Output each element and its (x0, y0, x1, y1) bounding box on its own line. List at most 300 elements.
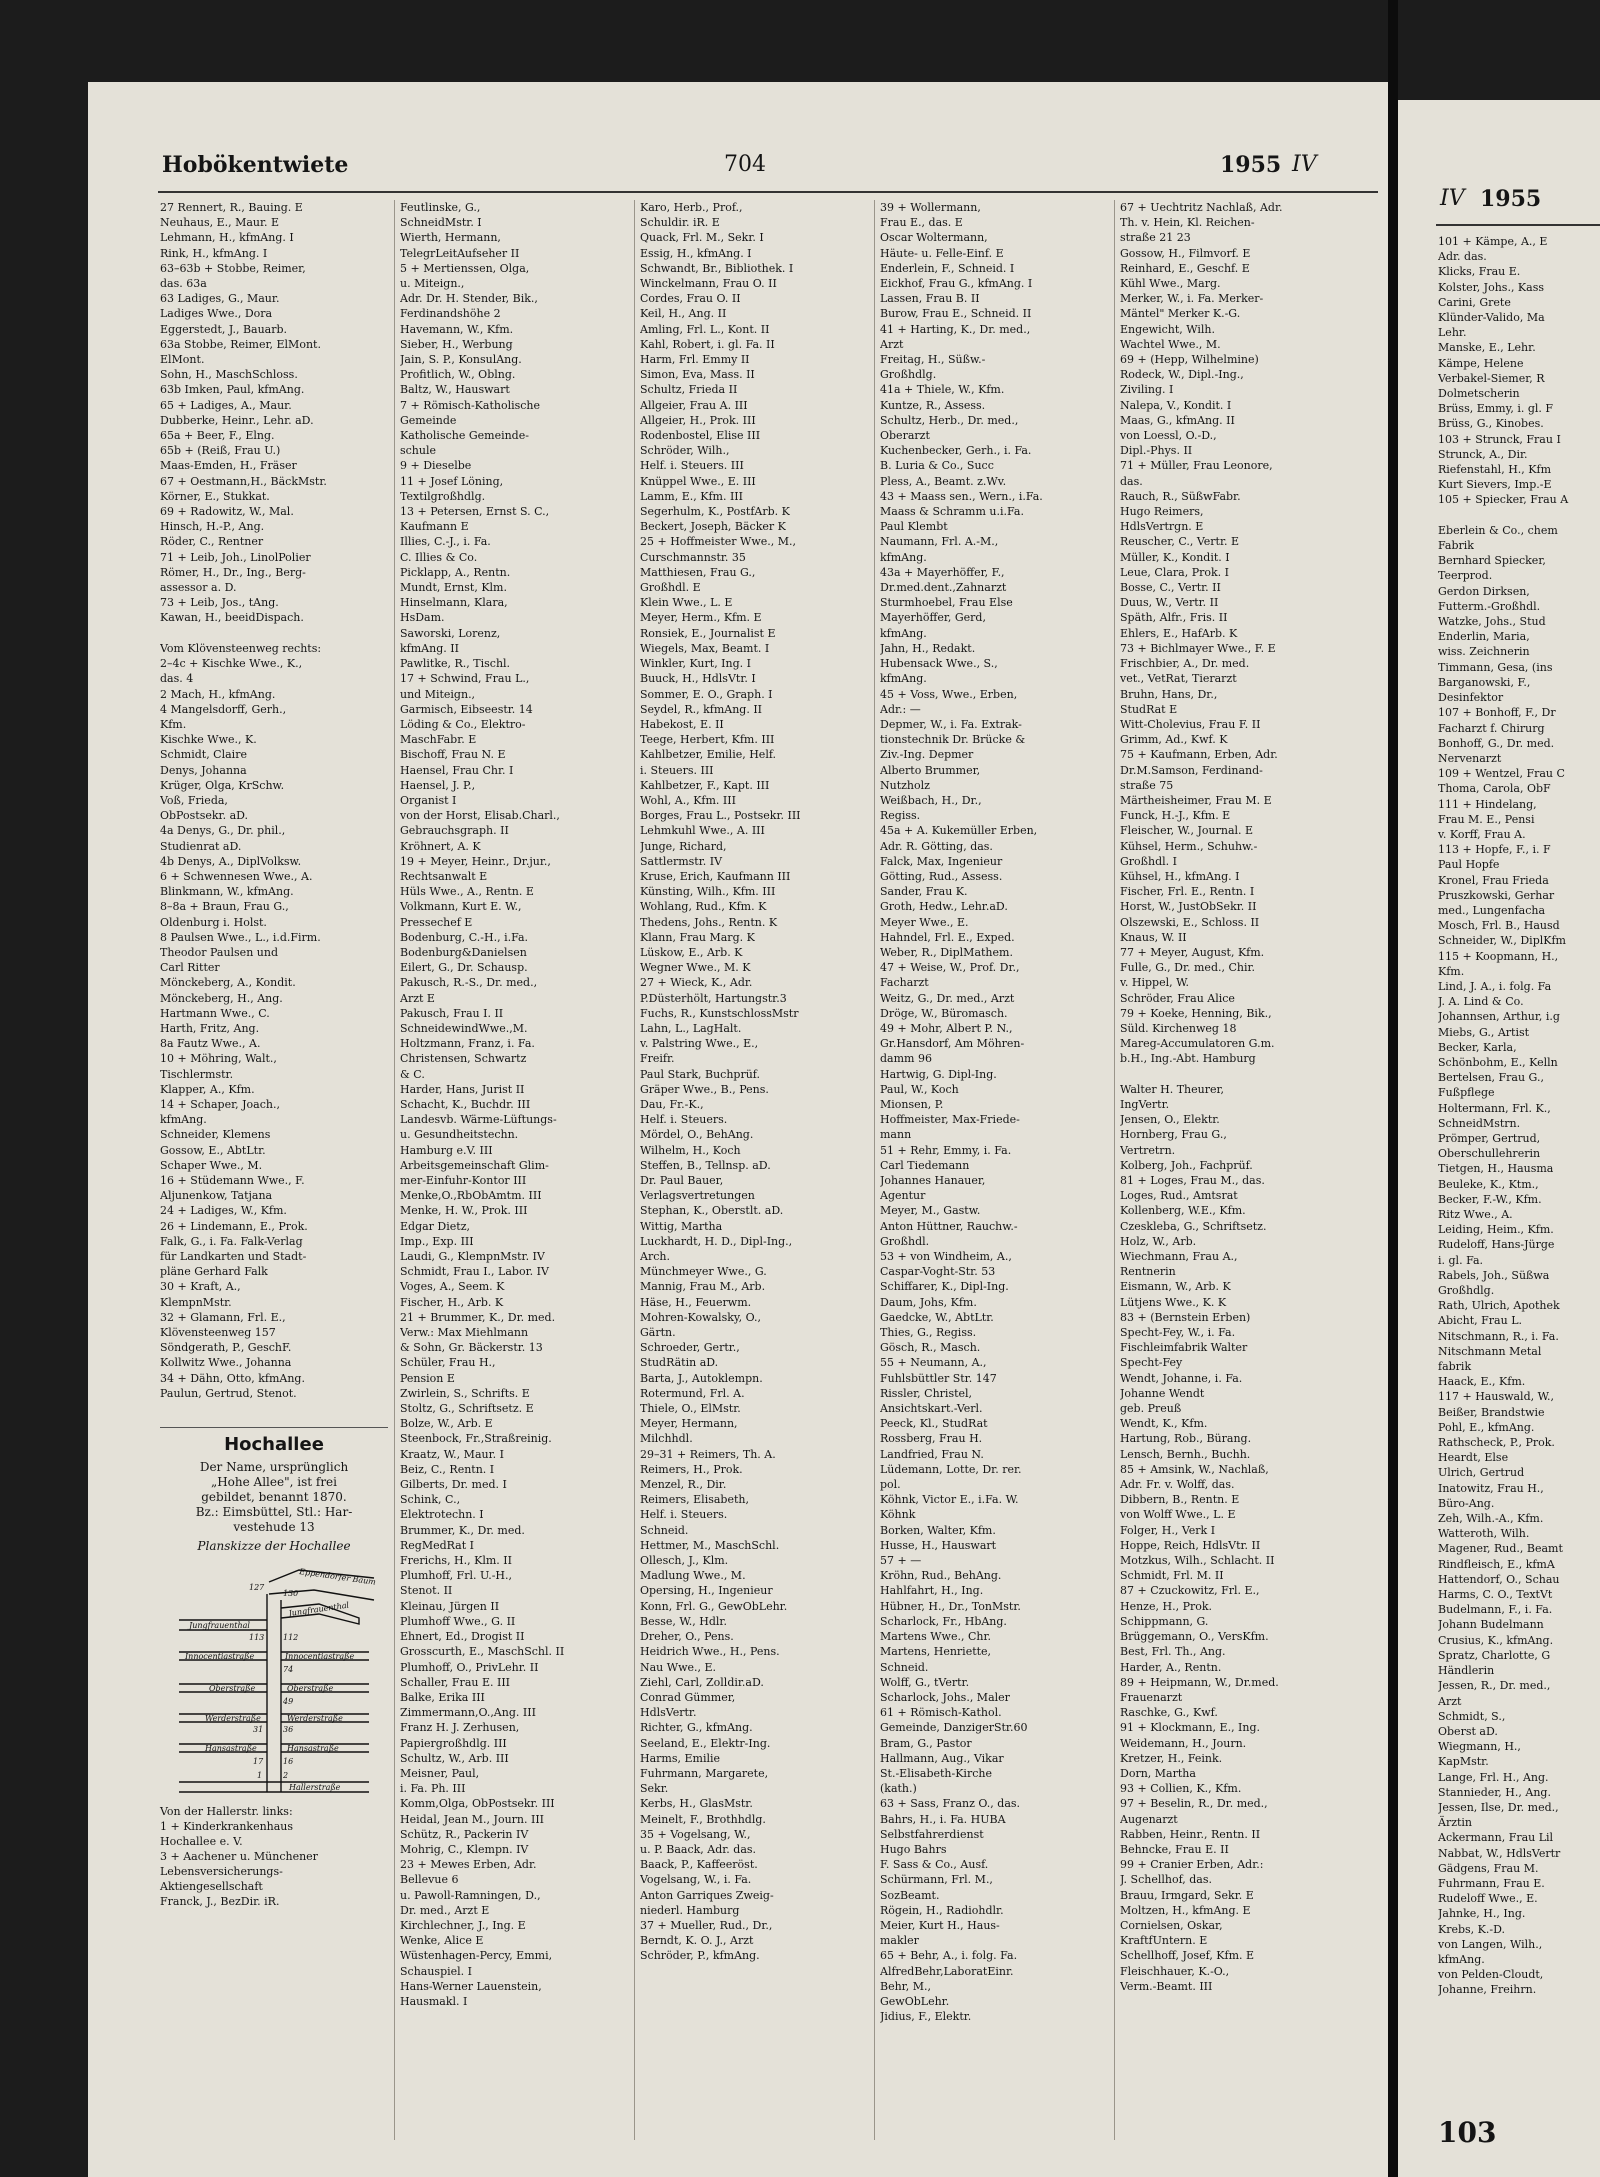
directory-entry: Nutzholz (880, 778, 930, 792)
map-svg (169, 1560, 379, 1800)
directory-entry: Adr.: — (880, 702, 921, 716)
directory-entry: 14 + Schaper, Joach., (160, 1097, 280, 1111)
directory-entry: Köhnk (880, 1508, 916, 1522)
map-street-label: Hansastraße (287, 1744, 339, 1753)
directory-entry: Komm,Olga, ObPostsekr. III (400, 1797, 555, 1811)
directory-entry: Steffen, B., Tellnsp. aD. (640, 1158, 771, 1172)
directory-entry: Johann Budelmann (1438, 1618, 1544, 1632)
page-gutter (1388, 0, 1398, 2177)
directory-entry: 67 + Uechtritz Nachlaß, Adr. (1120, 201, 1283, 214)
directory-entry: 63a Stobbe, Reimer, ElMont. (160, 337, 321, 351)
directory-entry: St.-Elisabeth-Kirche (880, 1766, 992, 1780)
directory-entry: 45a + A. Kukemüller Erben, (880, 824, 1038, 838)
directory-entry: Holtzmann, Franz, i. Fa. (400, 1037, 535, 1051)
directory-entry: Illies, C.-J., i. Fa. (400, 535, 491, 549)
directory-entry: b.H., Ing.-Abt. Hamburg (1120, 1052, 1256, 1066)
directory-entry: Franz H. J. Zerhusen, (400, 1721, 520, 1735)
directory-entry: Zeh, Wilh.-A., Kfm. (1438, 1512, 1544, 1526)
directory-entry: Helf. i. Steuers. (640, 1508, 728, 1522)
directory-entry: 53 + von Windheim, A., (880, 1250, 1012, 1264)
directory-entry: Harder, A., Rentn. (1120, 1660, 1222, 1674)
directory-entry: Allgeier, H., Prok. III (640, 413, 756, 427)
directory-entry: 4 Mangelsdorff, Gerh., (160, 702, 287, 716)
directory-entry: Wohlang, Rud., Kfm. K (640, 900, 767, 914)
directory-entry: Klicks, Frau E. (1438, 265, 1521, 279)
directory-entry: 34 + Dähn, Otto, kfmAng. (160, 1371, 305, 1385)
directory-entry: Fußpflege (1438, 1086, 1495, 1100)
column-2 (400, 200, 628, 2009)
directory-entry: 65 + Ladiges, A., Maur. (160, 398, 292, 412)
directory-entry: Pressechef E (400, 915, 473, 929)
directory-entry: Süld. Kirchenweg 18 (1120, 1021, 1237, 1035)
directory-entry: ElMont. (160, 353, 205, 367)
map-number: 130 (283, 1589, 299, 1598)
directory-entry: Johanne Wendt (1120, 1386, 1205, 1400)
directory-entry: Anton Hüttner, Rauchw.- (880, 1219, 1018, 1233)
directory-entry: u. Gesundheitstechn. (400, 1128, 519, 1142)
directory-entry: Mundt, Ernst, Klm. (400, 581, 507, 595)
directory-entry: J. Schellhof, das. (1120, 1873, 1212, 1887)
directory-entry: Landfried, Frau N. (880, 1447, 984, 1461)
directory-entry: Baack, P., Kaffeeröst. (640, 1858, 758, 1872)
directory-entry: Verw.: Max Miehlmann (400, 1326, 529, 1340)
directory-entry: 9 + Dieselbe (400, 459, 472, 473)
directory-entry: Organist I (400, 793, 457, 807)
directory-entry: kfmAng. (880, 672, 927, 686)
directory-entry: Wendt, Johanne, i. Fa. (1120, 1371, 1243, 1385)
column-divider (394, 200, 395, 2140)
directory-entry: Watteroth, Wilh. (1438, 1527, 1530, 1541)
directory-entry: 77 + Meyer, August, Kfm. (1120, 945, 1265, 959)
directory-entry: Kuchenbecker, Gerh., i. Fa. (880, 444, 1032, 458)
directory-entry: Hübner, H., Dr., TonMstr. (880, 1599, 1021, 1613)
directory-entry: J. A. Lind & Co. (1438, 995, 1524, 1009)
directory-entry: Havemann, W., Kfm. (400, 322, 514, 336)
directory-entry: Bz.: Eimsbüttel, Stl.: Har- (195, 1505, 353, 1519)
directory-entry: Heardt, Else (1438, 1451, 1509, 1465)
directory-entry: Röder, C., Rentner (160, 535, 264, 549)
directory-entry: Fulle, G., Dr. med., Chir. (1120, 961, 1256, 975)
directory-entry: Mönckeberg, H., Ang. (160, 991, 283, 1005)
directory-entry: Meyer Wwe., E. (880, 915, 969, 929)
directory-entry: Jahnke, H., Ing. (1438, 1907, 1526, 1921)
directory-entry: Dorn, Martha (1120, 1766, 1196, 1780)
directory-entry: Frau E., das. E (880, 216, 963, 230)
directory-entry: Menke, H. W., Prok. III (400, 1204, 528, 1218)
directory-entry: Menke,O.,RbObAmtm. III (400, 1189, 542, 1203)
directory-entry: 71 + Müller, Frau Leonore, (1120, 459, 1273, 473)
directory-entry: Kawan, H., beeidDispach. (160, 611, 304, 625)
directory-entry: Karo, Herb., Prof., (640, 201, 743, 214)
directory-entry: 65a + Beer, F., Elng. (160, 429, 275, 443)
directory-entry: SchneidMstr. I (400, 216, 482, 230)
directory-entry: Ollesch, J., Klm. (640, 1554, 729, 1568)
directory-entry: 43 + Maass sen., Wern., i.Fa. (880, 489, 1043, 503)
directory-entry: 63–63b + Stobbe, Reimer, (160, 261, 306, 275)
directory-entry: Bodenburg&Danielsen (400, 945, 527, 959)
directory-entry: 51 + Rehr, Emmy, i. Fa. (880, 1143, 1012, 1157)
directory-entry: schule (400, 444, 437, 458)
directory-entry: Büro-Ang. (1438, 1496, 1495, 1510)
directory-entry: Knaus, W. II (1120, 930, 1187, 944)
directory-entry: Rechtsanwalt E (400, 869, 488, 883)
directory-entry: Haack, E., Kfm. (1438, 1375, 1526, 1389)
directory-entry: Curschmannstr. 35 (640, 550, 746, 564)
directory-entry: v. Palstring Wwe., E., (640, 1037, 759, 1051)
directory-entry: Kollwitz Wwe., Johanna (160, 1356, 292, 1370)
directory-entry: Kühsel, H., kfmAng. I (1120, 869, 1240, 883)
directory-entry: Landesvb. Wärme-Lüftungs- (400, 1113, 557, 1127)
directory-entry: Scharlock, Fr., HbAng. (880, 1614, 1007, 1628)
directory-entry: Hausmakl. I (400, 1994, 468, 2008)
directory-entry: Hartwig, G. Dipl-Ing. (880, 1067, 997, 1081)
directory-entry: 41a + Thiele, W., Kfm. (880, 383, 1005, 397)
directory-entry: Gemeinde (400, 413, 457, 427)
directory-entry: Weber, R., DiplMathem. (880, 945, 1013, 959)
directory-entry: Schütz, R., Packerin IV (400, 1827, 529, 1841)
directory-entry: Hartung, Rob., Bürang. (1120, 1432, 1252, 1446)
directory-entry: Wilhelm, H., Koch (640, 1143, 741, 1157)
directory-entry: Römer, H., Dr., Ing., Berg- (160, 565, 306, 579)
directory-entry: Watzke, Johs., Stud (1438, 615, 1546, 629)
directory-entry: Th. v. Hein, Kl. Reichen- (1120, 216, 1255, 230)
directory-entry: Seeland, E., Elektr-Ing. (640, 1736, 771, 1750)
directory-entry: Schönbohm, E., Kelln (1438, 1055, 1558, 1069)
directory-entry: Hamburg e.V. III (400, 1143, 493, 1157)
directory-entry: Lehmkuhl Wwe., A. III (640, 824, 765, 838)
directory-entry: Rotermund, Frl. A. (640, 1386, 745, 1400)
directory-entry: Ehlers, E., HafArb. K (1120, 626, 1238, 640)
directory-entry: Rissler, Christel, (880, 1386, 973, 1400)
directory-entry: Schröder, Wilh., (640, 444, 730, 458)
directory-entry: Gädgens, Frau M. (1438, 1861, 1539, 1875)
directory-entry: Frauenarzt (1120, 1690, 1183, 1704)
directory-entry: Schultz, Herb., Dr. med., (880, 413, 1019, 427)
directory-entry: fabrik (1438, 1360, 1472, 1374)
directory-entry: Meyer, Hermann, (640, 1417, 738, 1431)
directory-entry: Denys, Johanna (160, 763, 247, 777)
directory-entry: i. Fa. Ph. III (400, 1782, 466, 1796)
directory-entry: Brüss, Emmy, i. gl. F (1438, 402, 1554, 416)
directory-entry (1438, 508, 1600, 523)
directory-entry: Dau, Fr.-K., (640, 1097, 704, 1111)
directory-entry: Junge, Richard, (640, 839, 727, 853)
directory-entry: Nervenarzt (1438, 751, 1502, 765)
directory-entry: Wenke, Alice E (400, 1934, 484, 1948)
directory-entry: Hahlfahrt, H., Ing. (880, 1584, 984, 1598)
directory-entry: Strunck, A., Dir. (1438, 447, 1528, 461)
map-street-label: Oberstraße (209, 1684, 256, 1693)
directory-entry: Verbakel-Siemer, R (1438, 371, 1545, 385)
directory-entry: Vom Klövensteenweg rechts: (160, 641, 322, 655)
directory-entry: Steenbock, Fr.,Straßreinig. (400, 1432, 552, 1446)
directory-entry: Eismann, W., Arb. K (1120, 1280, 1231, 1294)
directory-entry: Lüdemann, Lotte, Dr. rer. (880, 1462, 1022, 1476)
directory-entry: Jessen, R., Dr. med., (1438, 1679, 1551, 1693)
directory-entry: AlfredBehr,LaboratEinr. (880, 1964, 1014, 1978)
directory-entry: KlempnMstr. (160, 1295, 232, 1309)
directory-entry: Ehnert, Ed., Drogist II (400, 1630, 525, 1644)
directory-entry: Gärtn. (640, 1326, 676, 1340)
directory-entry: Naumann, Frl. A.-M., (880, 535, 999, 549)
directory-entry: Klein Wwe., L. E (640, 596, 733, 610)
map-number: 1 (257, 1771, 263, 1780)
directory-entry: Horst, W., JustObSekr. II (1120, 900, 1257, 914)
directory-entry: Thedens, Johs., Rentn. K (640, 915, 778, 929)
directory-entry: C. Illies & Co. (400, 550, 478, 564)
directory-entry: Arzt E (400, 991, 435, 1005)
directory-entry: Quack, Frl. M., Sekr. I (640, 231, 764, 245)
right-page (1398, 100, 1600, 2177)
directory-entry: Kolster, Johs., Kass (1438, 280, 1544, 294)
directory-entry: Dibbern, B., Rentn. E (1120, 1493, 1240, 1507)
directory-entry: Hubensack Wwe., S., (880, 657, 998, 671)
directory-entry: Schacht, K., Buchdr. III (400, 1097, 531, 1111)
directory-entry: Hans-Werner Lauenstein, (400, 1979, 542, 1993)
map-number: 49 (283, 1697, 294, 1706)
directory-entry: Rögein, H., Radiohdlr. (880, 1903, 1004, 1917)
directory-entry: u. Miteign., (400, 277, 465, 291)
directory-entry: Paul Klembt (880, 520, 948, 534)
directory-entry: Harms, Emilie (640, 1751, 721, 1765)
directory-entry: Knüppel Wwe., E. III (640, 474, 756, 488)
directory-entry: Hochallee e. V. (160, 1835, 243, 1848)
directory-entry: Kaufmann E (400, 520, 469, 534)
directory-entry: Fuhlsbüttler Str. 147 (880, 1371, 997, 1385)
directory-entry: Jain, S. P., KonsulAng. (400, 353, 522, 367)
directory-entry: Hattendorf, O., Schau (1438, 1572, 1560, 1586)
directory-entry: HsDam. (400, 611, 445, 625)
directory-entry: Schürmann, Frl. M., (880, 1873, 993, 1887)
directory-entry: Ansichtskart.-Verl. (880, 1402, 983, 1416)
directory-entry: Kretzer, H., Feink. (1120, 1751, 1223, 1765)
directory-entry: Kirchlechner, J., Ing. E (400, 1918, 526, 1932)
directory-entry: 26 + Lindemann, E., Prok. (160, 1219, 308, 1233)
directory-entry: Schmidt, Claire (160, 748, 247, 762)
directory-entry: pol. (880, 1478, 901, 1492)
directory-entry: Oldenburg i. Holst. (160, 915, 267, 929)
directory-entry: Hüls Wwe., A., Rentn. E (400, 885, 534, 899)
directory-entry: Kahlbetzer, F., Kapt. III (640, 778, 770, 792)
street-sketch-map (169, 1560, 379, 1800)
directory-entry: Moltzen, H., kfmAng. E (1120, 1903, 1251, 1917)
directory-entry: Beiz, C., Rentn. I (400, 1462, 495, 1476)
directory-entry: Rabben, Heinr., Rentn. II (1120, 1827, 1261, 1841)
directory-entry: Alberto Brummer, (880, 763, 981, 777)
directory-entry: 101 + Kämpe, A., E (1438, 235, 1548, 248)
directory-entry: Kerbs, H., GlasMstr. (640, 1797, 753, 1811)
map-street-label: Werderstraße (205, 1714, 261, 1723)
directory-entry: Caspar-Voght-Str. 53 (880, 1265, 996, 1279)
hochallee-description (160, 1460, 388, 1535)
directory-entry: u. Pawoll-Ramningen, D., (400, 1888, 541, 1902)
directory-entry: (kath.) (880, 1782, 917, 1796)
directory-entry: 69 + (Hepp, Wilhelmine) (1120, 353, 1259, 367)
directory-entry: 99 + Cranier Erben, Adr.: (1120, 1858, 1264, 1872)
directory-entry: & C. (400, 1067, 425, 1081)
directory-entry: Ladiges Wwe., Dora (160, 307, 273, 321)
directory-entry: Schultz, Frieda II (640, 383, 738, 397)
directory-entry: KraftfUntern. E (1120, 1934, 1208, 1948)
directory-entry: Magener, Rud., Beamt (1438, 1542, 1563, 1556)
directory-entry: kfmAng. II (400, 641, 459, 655)
directory-entry: Schüler, Frau H., (400, 1356, 496, 1370)
directory-entry: Specht-Fey, W., i. Fa. (1120, 1326, 1236, 1340)
directory-entry: Köhnk, Victor E., i.Fa. W. (880, 1493, 1019, 1507)
directory-entry: Oberarzt (880, 429, 930, 443)
map-street-label: Hansastraße (205, 1744, 257, 1753)
directory-entry: Grimm, Ad., Kwf. K (1120, 733, 1228, 747)
directory-entry: Wiechmann, Frau A., (1120, 1250, 1238, 1264)
directory-entry: Christensen, Schwartz (400, 1052, 527, 1066)
directory-entry: Lütjens Wwe., K. K (1120, 1295, 1227, 1309)
directory-entry: Großhdl. I (1120, 854, 1177, 868)
directory-entry: Amling, Frl. L., Kont. II (640, 322, 770, 336)
directory-entry: Gossow, E., AbtLtr. (160, 1143, 266, 1157)
directory-entry: Häute- u. Felle-Einf. E (880, 246, 1004, 260)
directory-entry: Arbeitsgemeinschaft Glim- (400, 1158, 549, 1172)
directory-entry: Rossberg, Frau H. (880, 1432, 983, 1446)
directory-entry: Lind, J. A., i. folg. Fa (1438, 979, 1552, 993)
directory-entry: 8a Fautz Wwe., A. (160, 1037, 261, 1051)
directory-entry: Opersing, H., Ingenieur (640, 1584, 773, 1598)
directory-entry: Cornielsen, Oskar, (1120, 1918, 1223, 1932)
directory-entry: Carl Ritter (160, 961, 220, 975)
directory-entry: Berndt, K. O. J., Arzt (640, 1934, 754, 1948)
directory-entry: Stenot. II (400, 1584, 453, 1598)
directory-entry: Bruhn, Hans, Dr., (1120, 687, 1218, 701)
directory-entry: Voges, A., Seem. K (400, 1280, 505, 1294)
directory-entry: HdlsVertr. (640, 1706, 697, 1720)
map-street-label: Werderstraße (287, 1714, 343, 1723)
directory-entry: KapMstr. (1438, 1755, 1489, 1769)
directory-entry: 107 + Bonhoff, F., Dr (1438, 706, 1556, 720)
directory-entry: 61 + Römisch-Kathol. (880, 1706, 1002, 1720)
directory-entry: Aljunenkow, Tatjana (160, 1189, 273, 1203)
directory-entry: Peeck, Kl., StudRat (880, 1417, 988, 1431)
directory-entry: Tietgen, H., Hausma (1438, 1162, 1554, 1176)
directory-entry: Götting, Rud., Assess. (880, 869, 1003, 883)
directory-entry: Folger, H., Verk I (1120, 1523, 1216, 1537)
directory-entry: Conrad Gümmer, (640, 1690, 736, 1704)
directory-entry: Schwandt, Br., Bibliothek. I (640, 261, 794, 275)
directory-entry: Beuleke, K., Ktm., (1438, 1177, 1539, 1191)
directory-entry: Thiele, O., ElMstr. (640, 1402, 741, 1416)
map-street-label: Innocentiastraße (185, 1652, 255, 1661)
directory-entry: 37 + Mueller, Rud., Dr., (640, 1918, 773, 1932)
directory-entry: Segerhulm, K., PostfArb. K (640, 505, 790, 519)
directory-entry: Madlung Wwe., M. (640, 1569, 746, 1583)
directory-entry: Kurt Sievers, Imp.-E (1438, 478, 1552, 492)
directory-entry: Kolberg, Joh., Fachprüf. (1120, 1158, 1253, 1172)
directory-entry: Kischke Wwe., K. (160, 733, 257, 747)
directory-entry: Harms, C. O., TextVt (1438, 1588, 1553, 1602)
hochallee-entries (160, 1804, 388, 1909)
directory-entry: Becker, F.-W., Kfm. (1438, 1192, 1542, 1206)
directory-entry: Lehr. (1438, 326, 1467, 340)
directory-entry: Pless, A., Beamt. z.Wv. (880, 474, 1007, 488)
directory-entry: Czeskleba, G., Schriftsetz. (1120, 1219, 1267, 1233)
directory-entry: vet., VetRat, Tierarzt (1120, 672, 1237, 686)
directory-entry: Fuhrmann, Margarete, (640, 1766, 769, 1780)
directory-entry: Sieber, H., Werbung (400, 337, 513, 351)
directory-entry: 16 + Stüdemann Wwe., F. (160, 1174, 305, 1187)
directory-entry: Eickhof, Frau G., kfmAng. I (880, 277, 1033, 291)
directory-entry: Stannieder, H., Ang. (1438, 1785, 1551, 1799)
directory-entry: Lebensversicherungs- (160, 1865, 283, 1878)
directory-entry: straße 75 (1120, 778, 1174, 792)
directory-entry: Rudeloff Wwe., E. (1438, 1892, 1538, 1906)
directory-entry: Pohl, E., kfmAng. (1438, 1420, 1535, 1434)
directory-entry: Dr. med., Arzt E (400, 1903, 490, 1917)
directory-entry: geb. Preuß (1120, 1402, 1182, 1416)
directory-entry: Vogelsang, W., i. Fa. (640, 1873, 752, 1887)
header-rule (158, 191, 1378, 193)
directory-entry: gebildet, benannt 1870. (201, 1490, 347, 1504)
directory-entry: Brummer, K., Dr. med. (400, 1523, 525, 1537)
directory-entry: Budelmann, F., i. Fa. (1438, 1603, 1553, 1617)
directory-entry: Freifr. (640, 1052, 675, 1066)
directory-entry: Hugo Reimers, (1120, 505, 1204, 519)
directory-entry: Paul Hopfe (1438, 858, 1500, 872)
directory-entry: Wolff, G., tVertr. (880, 1675, 970, 1689)
directory-entry: Mohrig, C., Klempn. IV (400, 1842, 529, 1856)
directory-entry: Gaedcke, W., AbtLtr. (880, 1310, 994, 1324)
directory-entry: 30 + Kraft, A., (160, 1280, 241, 1294)
directory-entry: Wiegmann, H., (1438, 1740, 1521, 1754)
directory-entry: vestehude 13 (233, 1520, 315, 1534)
left-page (88, 82, 1388, 2177)
directory-entry: Großhdlg. (1438, 1284, 1495, 1298)
directory-entry: Balke, Erika III (400, 1690, 485, 1704)
section-divider (160, 1427, 388, 1428)
directory-entry: B. Luria & Co., Succ (880, 459, 994, 473)
directory-entry: Bodenburg, C.-H., i.Fa. (400, 930, 529, 944)
directory-entry: Feutlinske, G., (400, 201, 481, 214)
directory-entry: Bosse, C., Vertr. II (1120, 581, 1221, 595)
directory-entry: Gebrauchsgraph. II (400, 824, 509, 838)
directory-entry: Abicht, Frau L. (1438, 1314, 1522, 1328)
directory-entry: Fuhrmann, Frau E. (1438, 1876, 1545, 1890)
directory-entry: Hartmann Wwe., C. (160, 1006, 270, 1020)
directory-entry: Katholische Gemeinde- (400, 429, 529, 443)
directory-entry: Freitag, H., Süßw.- (880, 353, 986, 367)
directory-entry: Helf. i. Steuers. III (640, 459, 744, 473)
directory-entry: Schneid. (640, 1523, 689, 1537)
directory-entry: Lassen, Frau B. II (880, 292, 980, 306)
directory-entry: Jidius, F., Elektr. (880, 2010, 972, 2024)
directory-entry: Mördel, O., BehAng. (640, 1128, 754, 1142)
directory-entry: Ulrich, Gertrud (1438, 1466, 1525, 1480)
directory-entry: Enderlein, F., Schneid. I (880, 261, 1015, 275)
directory-entry: Hornberg, Frau G., (1120, 1128, 1227, 1142)
directory-entry: Schmidt, Frau I., Labor. IV (400, 1265, 549, 1279)
directory-entry: Sohn, H., MaschSchloss. (160, 368, 298, 382)
directory-entry: 97 + Beselin, R., Dr. med., (1120, 1797, 1268, 1811)
directory-entry: Lüskow, E., Arb. K (640, 945, 743, 959)
directory-entry: Mohren-Kowalsky, O., (640, 1310, 761, 1324)
directory-entry: Groth, Hedw., Lehr.aD. (880, 900, 1008, 914)
directory-entry: Ferdinandshöhe 2 (400, 307, 501, 321)
directory-entry: 25 + Hoffmeister Wwe., M., (640, 535, 797, 549)
directory-entry: Facharzt (880, 976, 929, 990)
directory-entry: 23 + Mewes Erben, Adr. (400, 1858, 537, 1872)
directory-entry: Sander, Frau K. (880, 885, 968, 899)
directory-entry: das. 4 (160, 672, 194, 686)
directory-entry: Klann, Frau Marg. K (640, 930, 755, 944)
directory-entry: Sommer, E. O., Graph. I (640, 687, 773, 701)
directory-entry: Schroeder, Gertr., (640, 1341, 740, 1355)
